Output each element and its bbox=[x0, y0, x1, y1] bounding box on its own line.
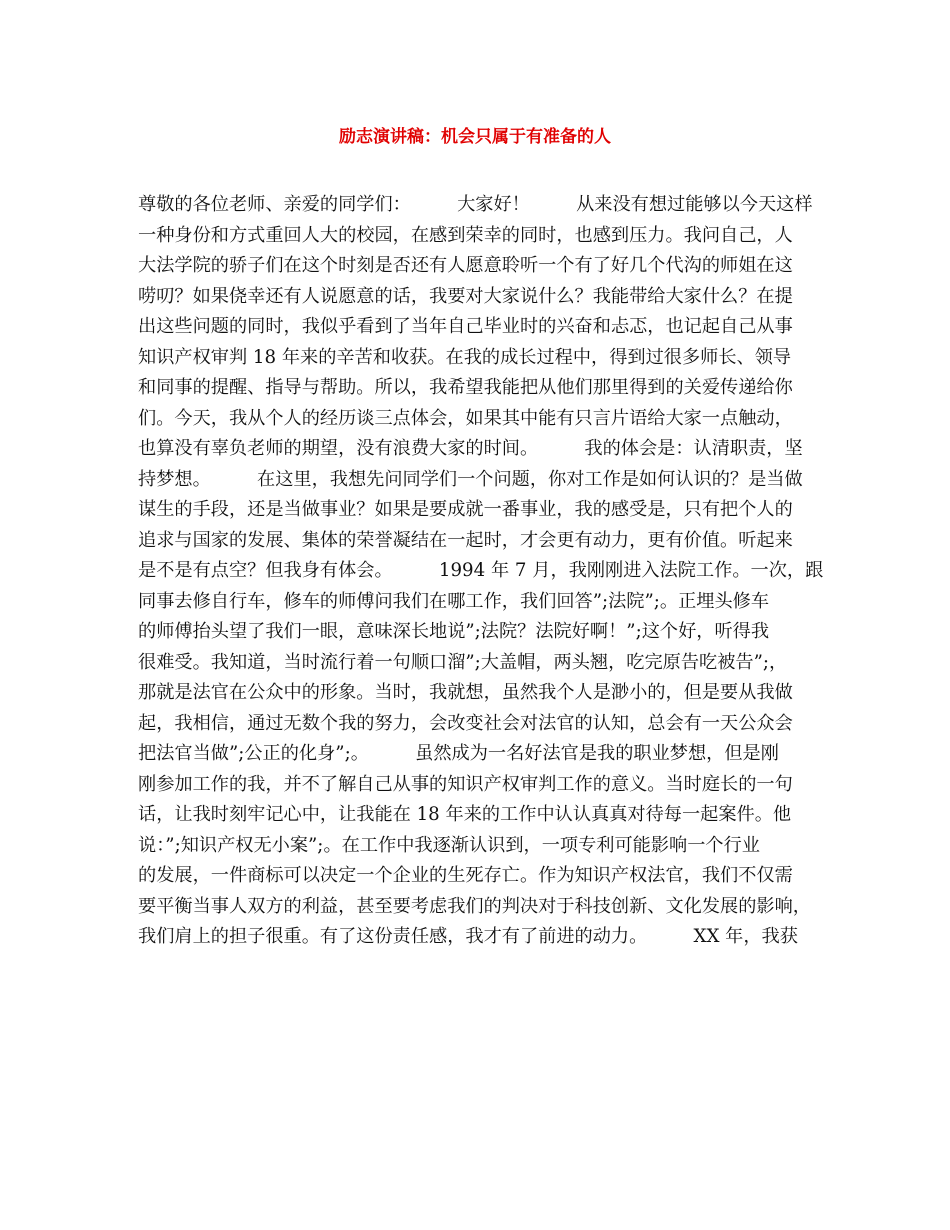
body-line: 很难受。我知道，当时流行着一句顺口溜”;大盖帽，两头翘，吃完原告吃被告”;， bbox=[138, 651, 788, 673]
body-line: 话，让我时刻牢记心中，让我能在 18 年来的工作中认认真真对待每一起案件。他 bbox=[138, 804, 792, 825]
body-line: 出这些问题的同时，我似乎看到了当年自己毕业时的兴奋和忐忑，也记起自己从事 bbox=[138, 316, 793, 337]
body-line: 们。今天，我从个人的经历谈三点体会，如果其中能有只言片语给大家一点触动， bbox=[138, 407, 793, 429]
body-line: 知识产权审判 18 年来的辛苦和收获。在我的成长过程中，得到过很多师长、领导 bbox=[138, 346, 792, 368]
body-line: 同事去修自行车，修车的师傅问我们在哪工作，我们回答”;法院”;。正埋头修车 bbox=[138, 590, 770, 612]
body-line: 的师傅抬头望了我们一眼，意味深长地说”;法院？法院好啊！”;这个好，听得我 bbox=[138, 621, 770, 642]
body-line: 起，我相信，通过无数个我的努力，会改变社会对法官的认知，总会有一天公众会 bbox=[138, 712, 793, 734]
body-line: 的发展，一件商标可以决定一个企业的生死存亡。作为知识产权法官，我们不仅需 bbox=[138, 865, 793, 886]
body-line: 唠叨？如果侥幸还有人说愿意的话，我要对大家说什么？我能带给大家什么？在提 bbox=[138, 285, 793, 307]
body-line: 也算没有辜负老师的期望，没有浪费大家的时间。 我的体会是：认清职责，坚 bbox=[138, 438, 803, 459]
body-line: 那就是法官在公众中的形象。当时，我就想，虽然我个人是渺小的，但是要从我做 bbox=[138, 682, 793, 703]
document-body bbox=[138, 190, 828, 953]
body-line: 是不是有点空？但我身有体会。 1994 年 7 月，我刚刚进入法院工作。一次，跟 bbox=[138, 560, 824, 581]
body-line: 追求与国家的发展、集体的荣誉凝结在一起时，才会更有动力，更有价值。听起来 bbox=[138, 529, 793, 551]
body-line: 把法官当做”;公正的化身”;。 虽然成为一名好法官是我的职业梦想，但是刚 bbox=[138, 743, 779, 764]
body-line: 我们肩上的担子很重。有了这份责任感，我才有了前进的动力。 XX 年，我获 bbox=[138, 926, 798, 947]
body-line: 谋生的手段，还是当做事业？如果是要成就一番事业，我的感受是，只有把个人的 bbox=[138, 499, 793, 520]
body-line: 要平衡当事人双方的利益，甚至要考虑我们的判决对于科技创新、文化发展的影响， bbox=[138, 895, 811, 917]
document-title: 励志演讲稿：机会只属于有准备的人 bbox=[339, 127, 611, 147]
body-line: 尊敬的各位老师、亲爱的同学们： 大家好！ 从来没有想过能够以今天这样 bbox=[138, 194, 813, 215]
body-line: 和同事的提醒、指导与帮助。所以，我希望我能把从他们那里得到的关爱传递给你 bbox=[138, 377, 793, 398]
body-line: 刚参加工作的我，并不了解自己从事的知识产权审判工作的意义。当时庭长的一句 bbox=[138, 773, 793, 795]
body-line: 持梦想。 在这里，我想先问同学们一个问题，你对工作是如何认识的？是当做 bbox=[138, 468, 803, 490]
body-line: 说：”;知识产权无小案”;。在工作中我逐渐认识到，一项专利可能影响一个行业 bbox=[138, 834, 760, 856]
body-line: 大法学院的骄子们在这个时刻是否还有人愿意聆听一个有了好几个代沟的师姐在这 bbox=[138, 255, 793, 276]
body-line: 一种身份和方式重回人大的校园，在感到荣幸的同时，也感到压力。我问自己，人 bbox=[138, 224, 793, 246]
